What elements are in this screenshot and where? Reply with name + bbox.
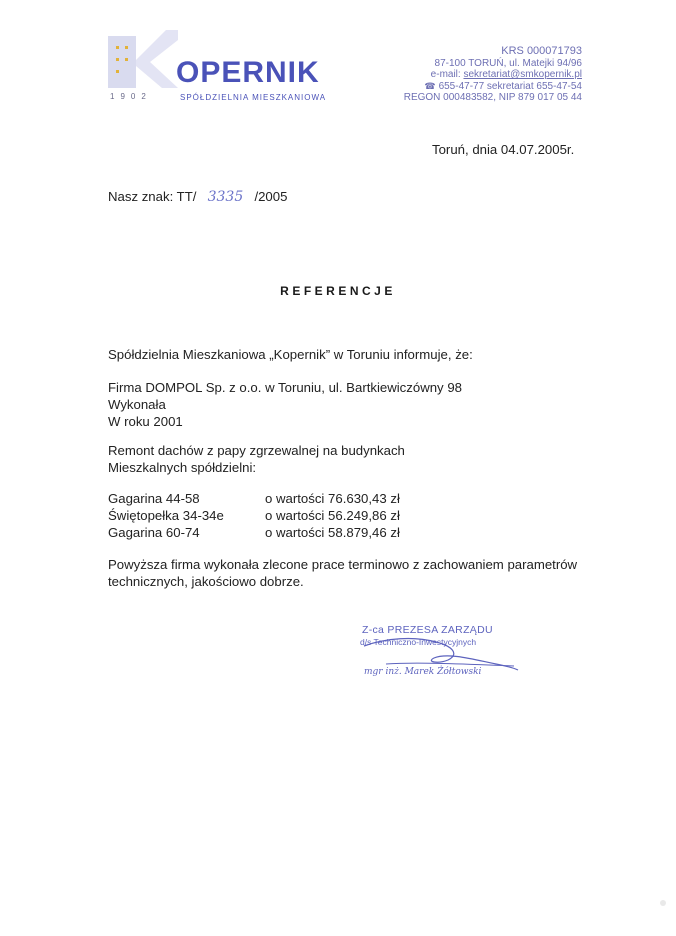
work-description	[108, 442, 405, 476]
item-value: o wartości 76.630,43 zł	[265, 491, 400, 506]
regon-nip: REGON 000483582, NIP 879 017 05 44	[403, 92, 582, 103]
performed-line: Wykonała	[108, 397, 166, 412]
item-value: o wartości 58.879,46 zł	[265, 525, 400, 540]
list-item	[108, 490, 400, 507]
email-link[interactable]: sekretariat@smkopernik.pl	[463, 69, 582, 80]
reference-prefix: Nasz znak: TT/	[108, 189, 197, 204]
closing-line-1: Powyższa firma wykonała zlecone prace terminowo z zachowaniem parametrów	[108, 557, 578, 572]
phone-numbers: 655-47-77 sekretariat 655-47-54	[438, 80, 582, 92]
email-label: e-mail:	[430, 69, 464, 80]
firm-line: Firma DOMPOL Sp. z o.o. w Toruniu, ul. Bartkiewiczówny 98	[108, 380, 462, 395]
reference-suffix: /2005	[254, 189, 288, 204]
stamp-name: mgr inż. Marek Żółtowski	[364, 667, 482, 677]
contact-block	[404, 46, 582, 104]
stamp-subtitle: d/s Techniczno-Inwestycyjnych	[360, 637, 477, 647]
handwritten-reference-number: 3335	[207, 189, 244, 205]
logo	[108, 30, 328, 110]
stamp-title: Z-ca PREZESA ZARZĄDU	[362, 624, 493, 636]
logo-k-mark	[108, 30, 178, 88]
telephone-icon: ☎	[424, 80, 436, 91]
logo-name: OPERNIK	[176, 56, 320, 89]
logo-subtitle: SPÓŁDZIELNIA MIESZKANIOWA	[180, 93, 327, 102]
closing-paragraph	[108, 556, 577, 590]
reference-line	[108, 188, 287, 206]
item-address: Gagarina 44-58	[108, 491, 200, 506]
email-line	[404, 69, 582, 81]
date-line: Toruń, dnia 04.07.2005r.	[432, 142, 575, 157]
page-dot	[660, 900, 666, 906]
list-item	[108, 507, 400, 524]
year-line: W roku 2001	[108, 414, 183, 429]
official-stamp	[356, 624, 526, 690]
intro-paragraph: Spółdzielnia Mieszkaniowa „Kopernik” w Toruniu informuje, że:	[108, 347, 473, 362]
krs-number: KRS 000071793	[501, 45, 582, 57]
document-heading: REFERENCJE	[280, 284, 396, 298]
item-address: Gagarina 60-74	[108, 525, 200, 540]
phone-line	[404, 81, 582, 93]
address: 87-100 TORUŃ, ul. Matejki 94/96	[434, 57, 582, 69]
logo-year: 1902	[110, 92, 152, 101]
work-line-2: Mieszkalnych spółdzielni:	[108, 460, 257, 475]
items-list	[108, 490, 400, 541]
item-value: o wartości 56.249,86 zł	[265, 508, 400, 523]
firm-block	[108, 379, 462, 430]
list-item	[108, 524, 400, 541]
work-line-1: Remont dachów z papy zgrzewalnej na budynkach	[108, 443, 405, 458]
item-address: Świętopełka 34-34e	[108, 508, 224, 523]
closing-line-2: technicznych, jakościowo dobrze.	[108, 574, 304, 589]
